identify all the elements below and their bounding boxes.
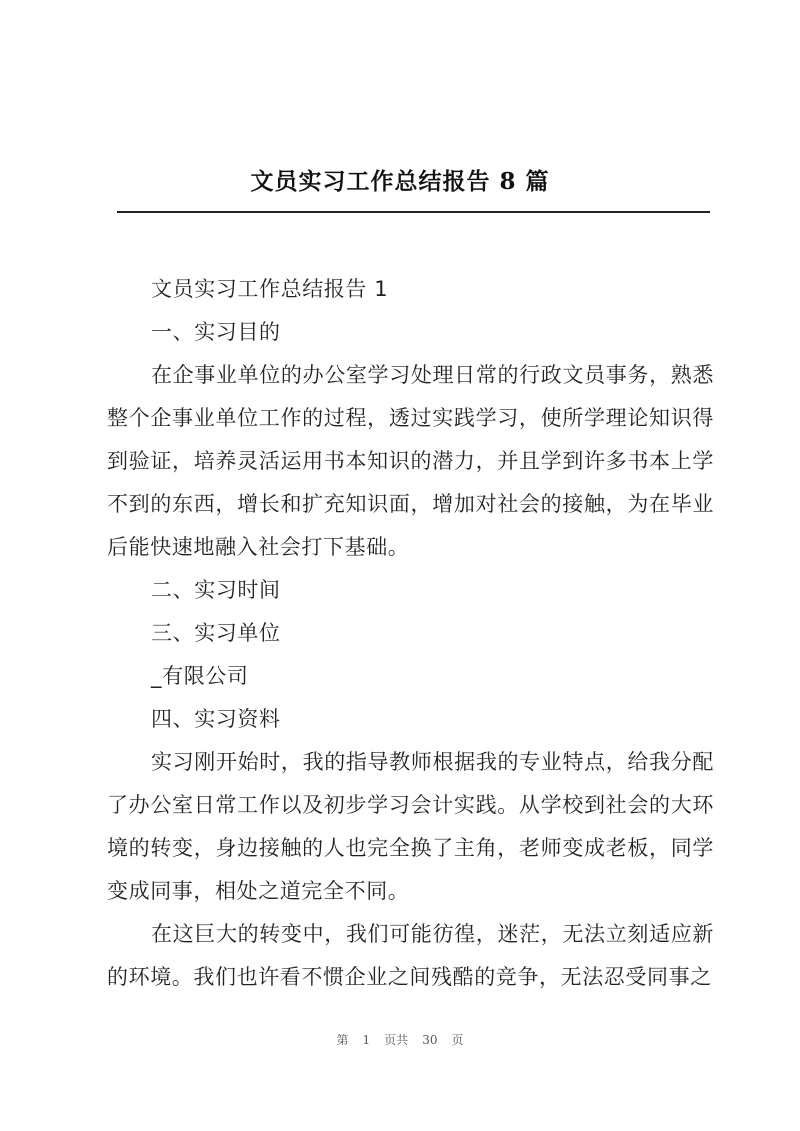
footer-label-pages: 页 xyxy=(451,1033,464,1047)
footer-label-page: 第 xyxy=(336,1033,349,1047)
title-divider xyxy=(117,211,710,213)
subsection-heading: 一、实习目的 xyxy=(151,320,281,344)
body-paragraph: 实习刚开始时，我的指导教师根据我的专业特点，给我分配了办公室日常工作以及初步学习会计实践。从学校到社会的大环境的转变，身边接触的人也完全换了主角，老师变成老板，同学变成同事，相处之道完全不同。 xyxy=(107,750,714,903)
subsection-heading: 四、实习资料 xyxy=(151,707,281,731)
current-page-number: 1 xyxy=(362,1033,371,1047)
subsection-heading: 三、实习单位 xyxy=(151,621,281,645)
page-footer xyxy=(0,1031,800,1048)
body-paragraph: _有限公司 xyxy=(151,664,249,688)
body-paragraph: 在这巨大的转变中，我们可能彷徨，迷茫，无法立刻适应新的环境。我们也许看不惯企业之间残酷的竞争，无法忍受同事之 xyxy=(107,922,714,989)
document-title: 文员实习工作总结报告 8 篇 xyxy=(250,168,550,195)
document-body xyxy=(107,268,714,999)
subsection-heading: 二、实习时间 xyxy=(151,578,281,602)
body-paragraph: 在企事业单位的办公室学习处理日常的行政文员事务，熟悉整个企事业单位工作的过程，透过实践学习，使所学理论知识得到验证，培养灵活运用书本知识的潜力，并且学到许多书本上学不到的东西，增长和扩充知识面，增加对社会的接触，为在毕业后能快速地融入社会打下基础。 xyxy=(107,363,714,559)
section-heading: 文员实习工作总结报告 1 xyxy=(151,277,389,301)
footer-label-of: 页共 xyxy=(384,1033,409,1047)
total-pages: 30 xyxy=(422,1033,438,1047)
